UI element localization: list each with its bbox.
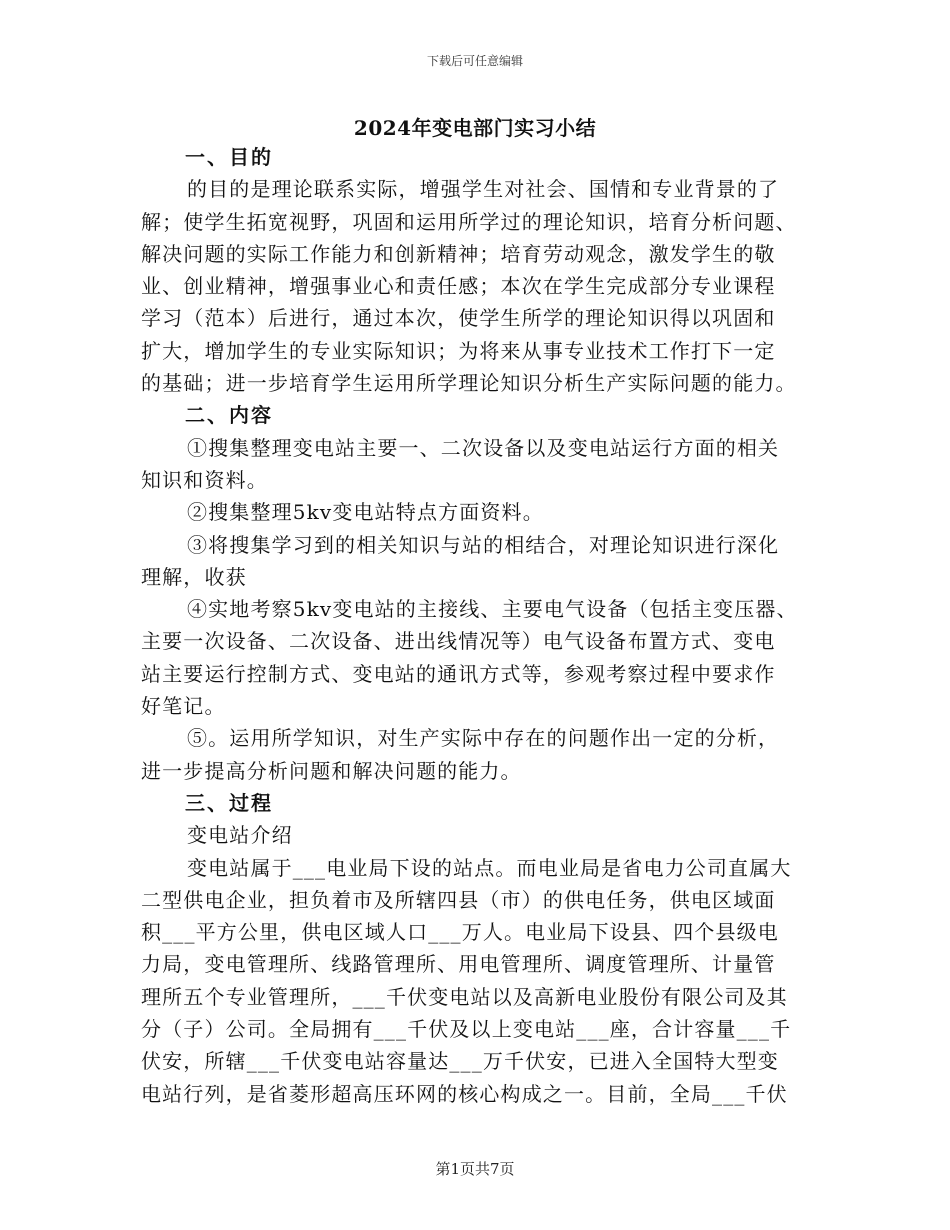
text-line: ③将搜集学习到的相关知识与站的相结合，对理论知识进行深化 — [187, 532, 780, 557]
text-line: 解；使学生拓宽视野，巩固和运用所学过的理论知识，培育分析问题、 — [141, 209, 797, 234]
text-line: 理解，收获 — [141, 564, 247, 589]
text-line: 主要一次设备、二次设备、进出线情况等）电气设备布置方式、变电 — [141, 629, 776, 654]
page-footer: 第1页共7页 — [435, 1160, 515, 1178]
text-line: 积___平方公里，供电区域人口___万人。电业局下设县、四个县级电 — [141, 920, 779, 945]
document-body — [141, 141, 811, 1110]
section-heading: 二、内容 — [185, 403, 273, 428]
section-heading: 三、过程 — [185, 790, 273, 815]
document-title: 2024年变电部门实习小结 — [353, 116, 597, 140]
text-line: 的目的是理论联系实际，增强学生对社会、国情和专业背景的了 — [187, 177, 780, 202]
text-line: 进一步提高分析问题和解决问题的能力。 — [141, 758, 522, 783]
section-heading: 一、目的 — [185, 145, 273, 169]
text-line: 站主要运行控制方式、变电站的通讯方式等，参观考察过程中要求作 — [141, 661, 776, 686]
text-line: 知识和资料。 — [141, 467, 268, 492]
text-line: 理所五个专业管理所，___千伏变电站以及高新电业股份有限公司及其 — [141, 984, 788, 1009]
text-line: 解决问题的实际工作能力和创新精神；培育劳动观念，激发学生的敬 — [141, 241, 776, 266]
text-line: 变电站介绍 — [187, 823, 293, 848]
text-line: ④实地考察5kv变电站的主接线、主要电气设备（包括主变压器、 — [187, 597, 798, 622]
text-line: 好笔记。 — [141, 694, 226, 719]
text-line: 学习（范本）后进行，通过本次，使学生所学的理论知识得以巩固和 — [141, 306, 776, 331]
text-line: 分（子）公司。全局拥有___千伏及以上变电站___座，合计容量___千 — [141, 1017, 792, 1042]
header-note: 下载后可任意编辑 — [426, 54, 523, 68]
text-line: 伏安，所辖___千伏变电站容量达___万千伏安，已进入全国特大型变 — [141, 1049, 779, 1074]
text-line: ⑤。运用所学知识，对生产实际中存在的问题作出一定的分析， — [187, 726, 780, 751]
text-line: 业、创业精神，增强事业心和责任感；本次在学生完成部分专业课程 — [141, 274, 776, 299]
text-line: 力局，变电管理所、线路管理所、用电管理所、调度管理所、计量管 — [141, 952, 776, 977]
text-line: 的基础；进一步培育学生运用所学理论知识分析生产实际问题的能力。 — [141, 371, 797, 396]
text-line: 二型供电企业，担负着市及所辖四县（市）的供电任务，供电区域面 — [141, 887, 776, 912]
text-line: ②搜集整理5kv变电站特点方面资料。 — [187, 500, 544, 525]
text-line: 扩大，增加学生的专业实际知识；为将来从事专业技术工作打下一定 — [141, 338, 776, 363]
text-line: ①搜集整理变电站主要一、二次设备以及变电站运行方面的相关 — [187, 435, 780, 460]
text-line: 变电站属于___电业局下设的站点。而电业局是省电力公司直属大 — [187, 855, 792, 880]
text-line: 电站行列，是省菱形超高压环网的核心构成之一。目前，全局___千伏 — [141, 1081, 788, 1106]
